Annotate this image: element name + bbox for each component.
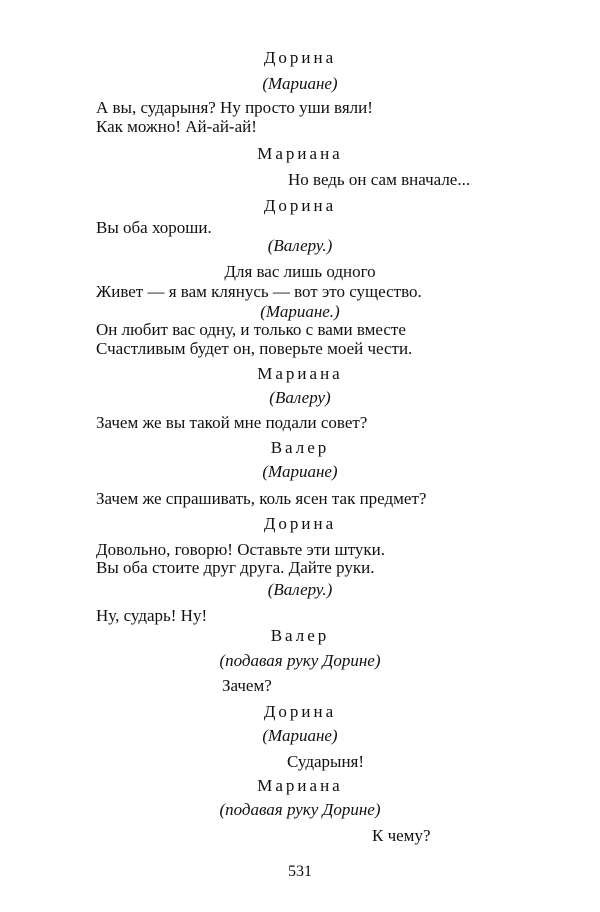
stage-direction: (Валеру.) [267, 580, 333, 599]
stage-direction: (Мариане) [262, 726, 338, 745]
speaker-name: Мариана [257, 364, 343, 383]
speaker-name: Мариана [257, 144, 343, 163]
dialogue-line: Он любит вас одну, и только с вами вместе [96, 320, 406, 339]
stage-direction: (подавая руку Дорине) [219, 651, 381, 670]
dialogue-line: К чему? [372, 826, 431, 845]
speaker-name: Валер [270, 438, 330, 457]
speaker-name: Мариана [257, 776, 343, 795]
dialogue-line: Вы оба хороши. [96, 218, 212, 237]
dialogue-line: Зачем же спрашивать, коль ясен так предмет? [96, 489, 427, 508]
speaker-name: Дорина [263, 514, 337, 533]
dialogue-line: Сударыня! [287, 752, 365, 771]
dialogue-line: Как можно! Ай-ай-ай! [96, 117, 257, 136]
stage-direction: (Мариане.) [260, 302, 340, 321]
dialogue-line: Вы оба стоите друг друга. Дайте руки. [96, 558, 375, 577]
dialogue-line: Счастливым будет он, поверьте моей чести. [96, 339, 413, 358]
page-number: 531 [288, 863, 312, 880]
dialogue-line: Зачем? [222, 676, 272, 695]
stage-direction: (Валеру.) [267, 236, 333, 255]
stage-direction: (Мариане) [262, 74, 338, 93]
dialogue-line: Живет — я вам клянусь — вот это существо. [96, 282, 422, 301]
dialogue-line: Но ведь он сам вначале... [288, 170, 471, 189]
dialogue-line: Ну, сударь! Ну! [96, 606, 208, 625]
speaker-name: Дорина [263, 702, 337, 721]
dialogue-line: Довольно, говорю! Оставьте эти штуки. [96, 540, 386, 559]
dialogue-line: Для вас лишь одного [224, 262, 376, 281]
stage-direction: (подавая руку Дорине) [219, 800, 381, 819]
speaker-name: Дорина [263, 196, 337, 215]
speaker-name: Валер [270, 626, 330, 645]
speaker-name: Дорина [263, 48, 337, 67]
dialogue-line: Зачем же вы такой мне подали совет? [96, 413, 368, 432]
stage-direction: (Валеру) [269, 388, 331, 407]
stage-direction: (Мариане) [262, 462, 338, 481]
dialogue-line: А вы, сударыня? Ну просто уши вяли! [96, 98, 373, 117]
